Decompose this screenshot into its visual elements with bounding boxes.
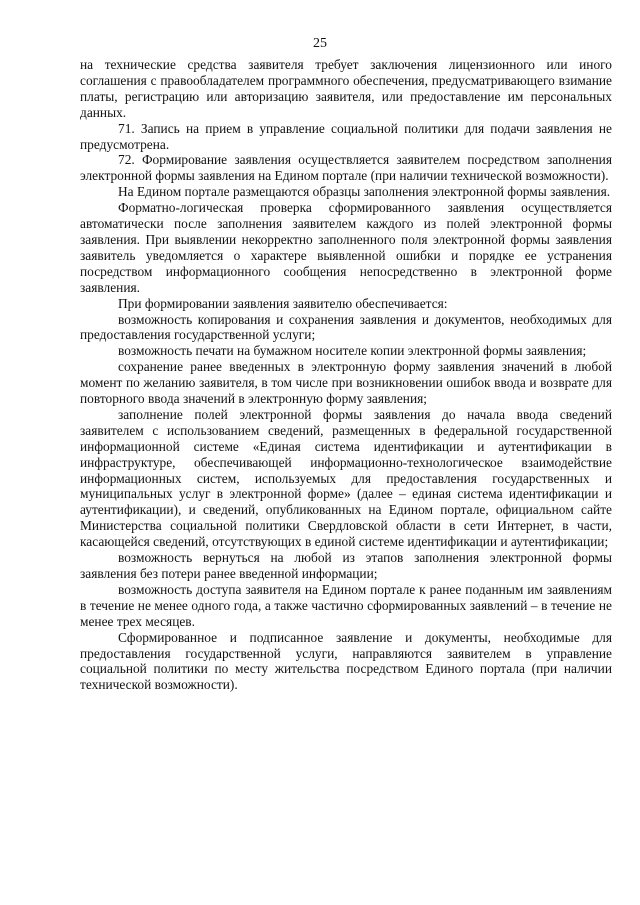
list-item-save: сохранение ранее введенных в электронную форму заявления значений в любой момент по желанию заявителя, в том числе при возникновении ошибок ввода и возврате для повторного ввода значений в электронную форму заявления; <box>80 359 612 407</box>
paragraph-72: 72. Формирование заявления осуществляется заявителем посредством заполнения электронной формы заявления на Едином портале (при наличии технической возможности). <box>80 152 612 184</box>
list-item-print: возможность печати на бумажном носителе копии электронной формы заявления; <box>118 343 587 359</box>
list-item-prefill: заполнение полей электронной формы заявления до начала ввода сведений заявителем с использованием сведений, размещенных в федеральной государственной информационной системе «Единая система идентификации и аутентификации в инфраструктуре, обеспечивающей информационно-технологическое взаимодействие информационных систем, используемых для предоставления государственных и муниципальных услуг в электронной форме» (далее – единая система идентификации и аутентификации), и сведений, опубликованных на Едином портале, официальном сайте Министерства социальной политики Свердловской области в сети Интернет, в части, касающейся сведений, отсутствующих в единой системе идентификации и аутентификации; <box>80 406 612 550</box>
list-item-copy: возможность копирования и сохранения заявления и документов, необходимых для предоставления государственной услуги; <box>80 311 612 343</box>
paragraph-submission: Сформированное и подписанное заявление и документы, необходимые для предоставления государственной услуги, направляются заявителем в управление социальной политики по месту жительства посредством Единого портала (при наличии технической возможности). <box>80 629 612 693</box>
list-item-return: возможность вернуться на любой из этапов заполнения электронной формы заявления без потери ранее введенной информации; <box>80 550 612 581</box>
document-body <box>80 57 612 693</box>
page-number: 25 <box>313 36 327 51</box>
list-item-access: возможность доступа заявителя на Едином портале к ранее поданным им заявлениям в течение не менее одного года, а также частично сформированных заявлений – в течение не менее трех месяцев. <box>80 581 612 629</box>
paragraph-provided-intro: При формировании заявления заявителю обеспечивается: <box>118 295 448 311</box>
paragraph-continuation: на технические средства заявителя требует заключения лицензионного или иного соглашения с правообладателем программного обеспечения, предусматривающего взимание платы, регистрацию или авторизацию заявителя, или предоставление им персональных данных. <box>80 57 612 120</box>
paragraph-format-check: Форматно-логическая проверка сформированного заявления осуществляется автоматически после заполнения заявителем каждого из полей электронной формы заявления. При выявлении некорректно заполненного поля электронной формы заявления заявитель уведомляется о характере выявленной ошибки и порядке ее устранения посредством информационного сообщения непосредственно в электронной форме заявления. <box>80 200 612 295</box>
paragraph-samples: На Едином портале размещаются образцы заполнения электронной формы заявления. <box>118 184 611 200</box>
paragraph-71: 71. Запись на прием в управление социальной политики для подачи заявления не предусмотрена. <box>80 120 612 152</box>
